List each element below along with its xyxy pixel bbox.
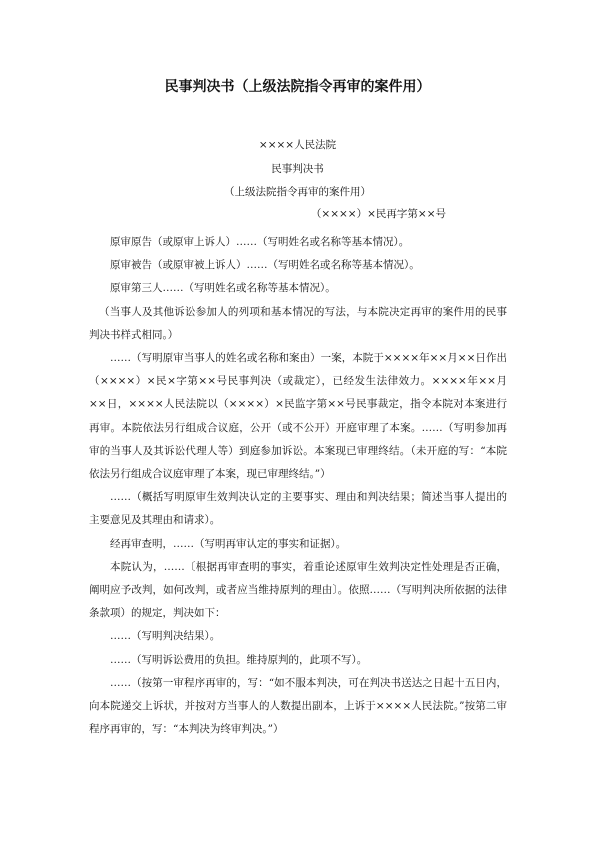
paragraph-third-party: 原审第三人……（写明姓名或名称等基本情况）。 <box>110 282 336 295</box>
case-number: （××××）×民再字第××号 <box>310 208 446 220</box>
court-name: ××××人民法院 <box>258 139 337 151</box>
paragraph-appeal-notice: ……（按第一审程序再审的，写：“如不服本判决，可在判决书送达之日起十五日内，向本院递交上诉状，并按对方当事人的人数提出副本，上诉于××××人民法院。”按第二审程序再审的，写：“本判决为终审判决。”） <box>89 676 507 736</box>
paragraph-court-opinion: 本院认为，……〔根据再审查明的事实，着重论述原审生效判决定性处理是否正确，阐明应予改判，如何改判，或者应当维持原判的理由〕。依照……（写明判决所依据的法律条款项）的规定，判决如下： <box>89 560 507 620</box>
paragraph-original-plaintiff: 原审原告（或原审上诉人）……（写明姓名或名称等基本情况）。 <box>110 236 410 248</box>
paragraph-litigation-costs: ……（写明诉讼费用的负担。维持原判的，此项不写）。 <box>110 653 368 666</box>
paragraph-judgment-result: ……（写明判决结果）。 <box>110 630 221 643</box>
paragraph-retrial-findings: 经再审查明，……（写明再审认定的事实和证据）。 <box>110 537 347 550</box>
paragraph-case-history: ……（写明原审当事人的姓名或名称和案由）一案，本院于××××年××月××日作出（××××）×民×字第××号民事判决（或裁定），已经发生法律效力。××××年××月××日，××××人民法院以（××××）×民监字第××号民事裁定，指令本院对本案进行再审。本院依法另行组成合议庭，公开（或不公开）开庭审理了本案。……（写明参加再审的当事人及其诉讼代理人等）到庭参加诉讼。本案现已审理终结。（未开庭的写：“本院依法另行组成合议庭审理了本案，现已审理终结。”） <box>89 352 507 481</box>
paragraph-original-defendant: 原审被告（或原审被上诉人）……（写明姓名或名称等基本情况）。 <box>110 259 420 272</box>
document-title: 民事判决书（上级法院指令再审的案件用） <box>164 79 431 95</box>
document-body <box>89 231 507 741</box>
paragraph-party-note: （当事人及其他诉讼参加人的列项和基本情况的写法，与本院决定再审的案件用的民事判决书样式相同。） <box>89 305 507 341</box>
paragraph-original-judgment-summary: ……（概括写明原审生效判决认定的主要事实、理由和判决结果；简述当事人提出的主要意见及其理由和请求）。 <box>89 491 507 527</box>
document-type: 民事判决书 <box>271 163 324 175</box>
document-subtitle: （上级法院指令再审的案件用） <box>224 186 371 198</box>
